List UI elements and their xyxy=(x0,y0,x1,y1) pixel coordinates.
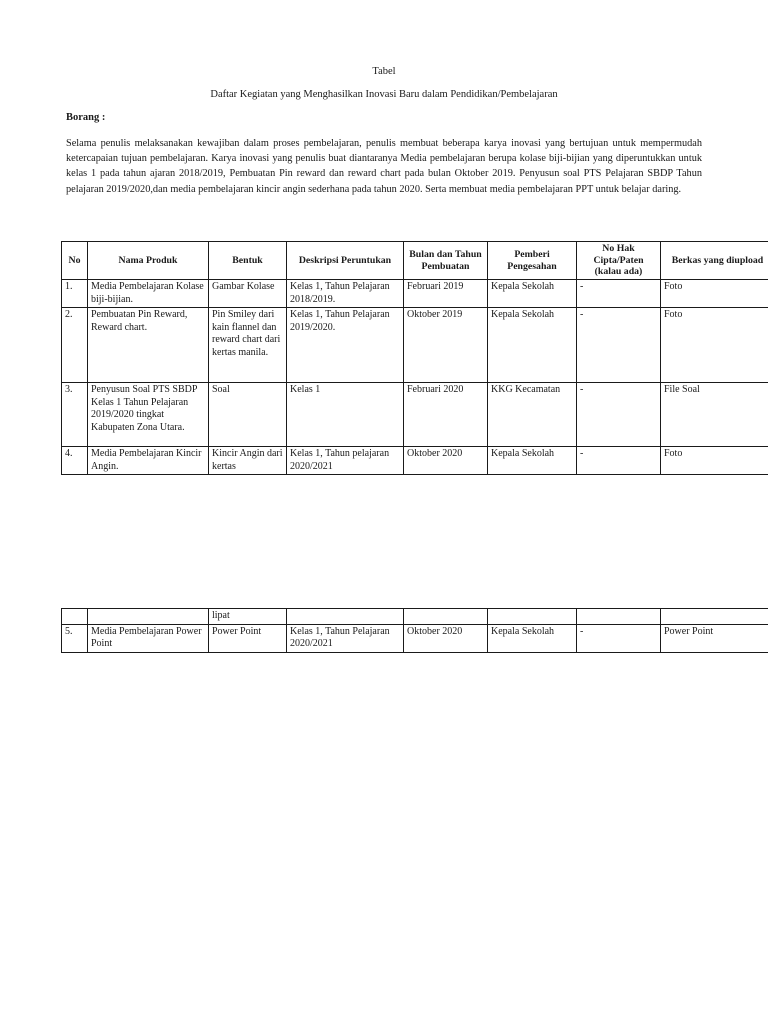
cell-hak-cipta: - xyxy=(577,280,661,308)
cell-nama-produk: Media Pembelajaran Kincir Angin. xyxy=(88,447,209,475)
header-bentuk: Bentuk xyxy=(209,242,287,280)
table-row xyxy=(62,383,768,447)
cell-pemberi-pengesahan: Kepala Sekolah xyxy=(488,280,577,308)
cell-hak-cipta: - xyxy=(577,447,661,475)
cell-bentuk: Gambar Kolase xyxy=(209,280,287,308)
cell-hak-cipta: - xyxy=(577,624,661,652)
cell-no: 5. xyxy=(62,624,88,652)
cell-berkas: Foto xyxy=(661,308,768,383)
cell-bulan-tahun: Februari 2020 xyxy=(404,383,488,447)
cell-bulan-tahun: Oktober 2019 xyxy=(404,308,488,383)
cell-no: 1. xyxy=(62,280,88,308)
header-pemberi-pengesahan: Pemberi Pengesahan xyxy=(488,242,577,280)
cell-no xyxy=(62,609,88,625)
cell-bentuk: Power Point xyxy=(209,624,287,652)
cell-berkas: File Soal xyxy=(661,383,768,447)
header-no: No xyxy=(62,242,88,280)
innovation-table xyxy=(61,241,768,475)
cell-pemberi-pengesahan: Kepala Sekolah xyxy=(488,624,577,652)
cell-bentuk: lipat xyxy=(209,609,287,625)
table-row xyxy=(62,280,768,308)
cell-hak-cipta: - xyxy=(577,308,661,383)
cell-bulan-tahun xyxy=(404,609,488,625)
cell-bulan-tahun: Oktober 2020 xyxy=(404,447,488,475)
cell-nama-produk: Media Pembelajaran Kolase biji-bijian. xyxy=(88,280,209,308)
cell-berkas: Foto xyxy=(661,447,768,475)
header-hak-cipta: No Hak Cipta/Paten (kalau ada) xyxy=(577,242,661,280)
cell-bulan-tahun: Februari 2019 xyxy=(404,280,488,308)
borang-label: Borang : xyxy=(66,112,106,123)
table-row-continuation xyxy=(62,609,768,625)
table-row xyxy=(62,447,768,475)
cell-no: 3. xyxy=(62,383,88,447)
cell-deskripsi: Kelas 1, Tahun Pelajaran 2020/2021 xyxy=(287,624,404,652)
header-nama-produk: Nama Produk xyxy=(88,242,209,280)
cell-nama-produk xyxy=(88,609,209,625)
page-title: Tabel xyxy=(372,66,396,77)
cell-deskripsi: Kelas 1, Tahun pelajaran 2020/2021 xyxy=(287,447,404,475)
cell-bentuk: Soal xyxy=(209,383,287,447)
header-bulan-tahun: Bulan dan Tahun Pembuatan xyxy=(404,242,488,280)
cell-pemberi-pengesahan: KKG Kecamatan xyxy=(488,383,577,447)
cell-pemberi-pengesahan: Kepala Sekolah xyxy=(488,308,577,383)
cell-no: 4. xyxy=(62,447,88,475)
cell-hak-cipta xyxy=(577,609,661,625)
cell-bentuk: Pin Smiley dari kain flannel dan reward chart dari kertas manila. xyxy=(209,308,287,383)
cell-pemberi-pengesahan xyxy=(488,609,577,625)
header-deskripsi: Deskripsi Peruntukan xyxy=(287,242,404,280)
cell-pemberi-pengesahan: Kepala Sekolah xyxy=(488,447,577,475)
innovation-table-continued xyxy=(61,608,768,653)
table-row xyxy=(62,624,768,652)
cell-no: 2. xyxy=(62,308,88,383)
page-subtitle: Daftar Kegiatan yang Menghasilkan Inovasi Baru dalam Pendidikan/Pembelajaran xyxy=(210,89,558,100)
cell-nama-produk: Pembuatan Pin Reward, Reward chart. xyxy=(88,308,209,383)
cell-hak-cipta: - xyxy=(577,383,661,447)
cell-berkas: Foto xyxy=(661,280,768,308)
cell-deskripsi: Kelas 1 xyxy=(287,383,404,447)
table-header-row xyxy=(62,242,768,280)
cell-berkas: Power Point xyxy=(661,624,768,652)
cell-nama-produk: Penyusun Soal PTS SBDP Kelas 1 Tahun Pelajaran 2019/2020 tingkat Kabupaten Zona Utara. xyxy=(88,383,209,447)
intro-paragraph: Selama penulis melaksanakan kewajiban dalam proses pembelajaran, penulis membuat beberapa karya inovasi yang bertujuan untuk mempermudah ketercapaian tujuan pembelajaran. Karya inovasi yang penulis buat diantaranya Media pembelajaran berupa kolase biji-bijian yang diperuntukkan untuk kelas 1 pada tahun ajaran 2018/2019, Pembuatan Pin reward dan reward chart pada bulan Oktober 2019. Penyusun soal PTS Pelajaran SBDP Tahun pelajaran 2019/2020,dan media pembelajaran kincir angin sederhana pada tahun 2020. Serta membuat media pembelajaran PPT untuk belajar daring. xyxy=(66,138,702,195)
cell-deskripsi: Kelas 1, Tahun Pelajaran 2019/2020. xyxy=(287,308,404,383)
cell-berkas xyxy=(661,609,768,625)
table-row xyxy=(62,308,768,383)
cell-deskripsi: Kelas 1, Tahun Pelajaran 2018/2019. xyxy=(287,280,404,308)
cell-bulan-tahun: Oktober 2020 xyxy=(404,624,488,652)
header-berkas: Berkas yang diupload xyxy=(661,242,768,280)
cell-bentuk: Kincir Angin dari kertas xyxy=(209,447,287,475)
cell-deskripsi xyxy=(287,609,404,625)
cell-nama-produk: Media Pembelajaran Power Point xyxy=(88,624,209,652)
